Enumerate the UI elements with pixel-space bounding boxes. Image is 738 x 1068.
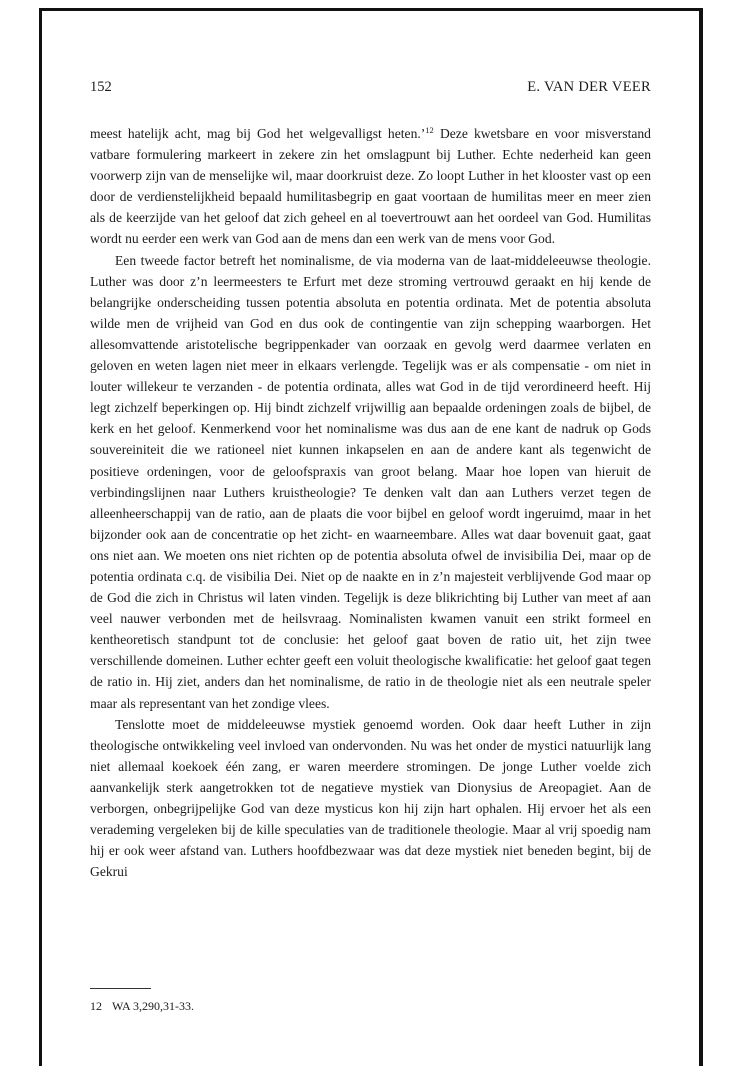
- scan-border-right: [699, 8, 703, 1066]
- paragraph-1-text-a: meest hatelijk acht, mag bij God het welgevalligst heten.’: [90, 126, 426, 141]
- paragraph-3: Tenslotte moet de middeleeuwse mystiek genoemd worden. Ook daar heeft Luther in zijn theologische ontwikkeling veel invloed van ondervonden. Nu was het onder de mystici natuurlijk lang niet allemaal koekoek één zang, er waren meerdere stromingen. De jonge Luther voelde zich aanvankelijk sterk aangetrokken tot de negatieve mystiek van Dionysius de Areopagiet. Aan de verborgen, onbegrijpelijke God van deze mysticus kon hij zijn hart ophalen. Hij ervoer het als een verademing vergeleken bij de kille speculaties van de traditionele theologie. Maar al vrij spoedig nam hij er ook weer afstand van. Luthers hoofdbezwaar was dat deze mystiek niet beneden begint, bij de Gekrui: [90, 716, 651, 880]
- footnote-text: WA 3,290,31-33.: [112, 999, 194, 1013]
- paragraph-2: Een tweede factor betreft het nominalisme, de via moderna van de laat-middeleeuwse theologie. Luther was door z’n leermeesters te Erfurt met deze stroming vertrouwd geraakt en hij kende de belangrijke onderscheiding tussen potentia absoluta en potentia ordinata. Met de potentia absoluta wilde men de vrijheid van God en dus ook de contingentie van zijn schepping waarborgen. Het allesomvattende aristotelische begrippenkader van oorzaak en gevolg werd daarmee verlaten en geloven en weten lagen niet meer in elkaars verlengde. Tegelijk was er als compensatie - om niet in louter willekeur te verzanden - de potentia ordinata, alles wat God in de tijd verordineerd heeft. Hij legt zichzelf beperkingen op. Hij bindt zichzelf vrijwillig aan bepaalde ordeningen zoals de bijbel, de kerk en het geloof. Kenmerkend voor het nominalisme was dus aan de ene kant de nadruk op Gods souvereiniteit die we rationeel niet kunnen inkapselen en aan de andere kant als tegenwicht de positieve ordeningen, voor de geloofspraxis van groot belang. Maar hoe lopen van hieruit de verbindingslijnen naar Luthers kruistheologie? Te denken valt dan aan Luthers verzet tegen de alleenheerschappij van de ratio, aan de plaats die voor bijbel en geloof wordt ingeruimd, maar in het bijzonder ook aan de concentratie op het zicht- en waarneembare. Alles wat daar bovenuit gaat, gaat ons niet aan. We moeten ons niet richten op de potentia absoluta ofwel de invisibilia Dei, maar op de potentia ordinata c.q. de visibilia Dei. Niet op de naakte en in z’n majesteit verblijvende God maar op de God die zich in Christus wil laten vinden. Tegelijk is deze blikrichting bij Luther van meet af aan veel nauwer verbonden met de heilsvraag. Nominalisten kwamen vanuit een strikt formeel en kentheoretisch standpunt tot de conclusie: het geloof gaat boven de ratio uit, het zijn twee verschillende domeinen. Luther echter geeft een voluit theologische kwalificatie: het geloof gaat tegen de ratio in. Hij ziet, anders dan het nominalisme, de ratio in de theologie niet als een neutrale speler maar als representant van het zondige vlees.: [90, 252, 651, 711]
- scan-border-left: [39, 8, 42, 1066]
- page-number: 152: [90, 79, 112, 95]
- scan-border-top: [39, 8, 703, 11]
- footnote: [90, 998, 194, 1014]
- paragraph-1: [90, 123, 651, 250]
- running-head-author: E. VAN DER VEER: [527, 79, 651, 95]
- running-head: [90, 77, 651, 97]
- body-text: [90, 123, 651, 882]
- footnote-number: 12: [90, 999, 102, 1013]
- paragraph-1-text-b: Deze kwetsbare en voor misverstand vatbare formulering markeert in zekere zin het omslagpunt bij Luther. Echte nederheid kan geen voorwerp zijn van de menselijke wil, maar doorkruist deze. Zo loopt Luther in het klooster vast op een door de verdienstelijkheid bepaald humilitasbegrip en gaat voortaan de humilitas meer en meer zien als de keerzijde van het geloof dat zich geheel en al toevertrouwt aan het oordeel van God. Humilitas wordt nu eerder een werk van God aan de mens dan een werk van de mens voor God.: [90, 126, 651, 247]
- footnote-divider: [90, 988, 151, 989]
- footnote-reference: 12: [425, 125, 434, 135]
